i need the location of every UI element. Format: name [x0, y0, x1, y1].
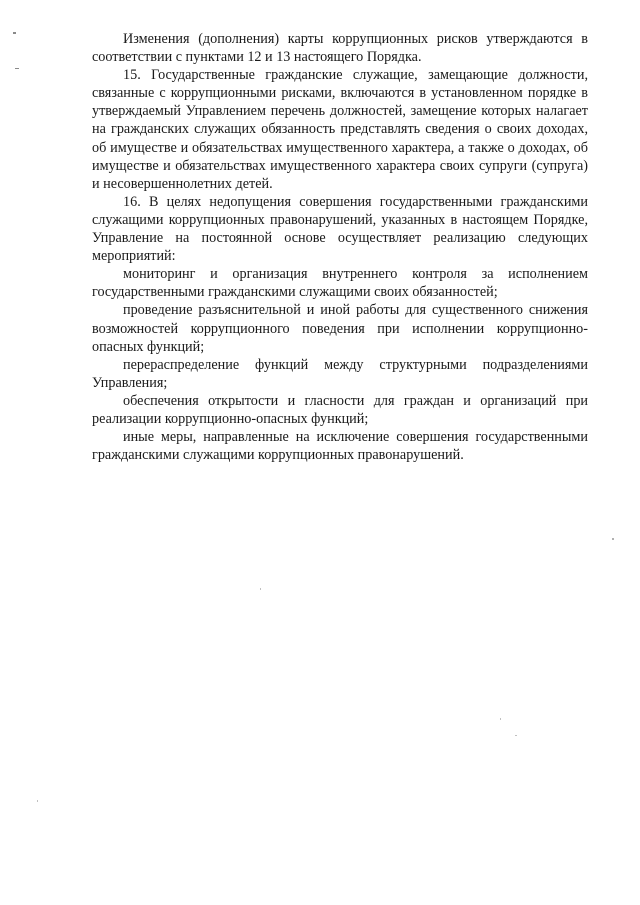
paragraph-15: 15. Государственные гражданские служащие, замещающие должности, связанные с коррупционными рисками, включаются в установленном порядке в утверждаемый Управлением перечень должностей, замещение которых налагает на гражданских служащих обязанность представлять сведения о своих доходах, об имуществе и обязательствах имущественного характера, а также о доходах, об имуществе и обязательствах имущественного характера своих супруги (супруга) и несовершеннолетних детей.: [92, 67, 588, 192]
document-body: [92, 30, 588, 464]
measure-other: иные меры, направленные на исключение совершения государственными гражданскими служащими коррупционных правонарушений.: [92, 429, 588, 464]
scan-artifact: [500, 718, 501, 720]
scan-artifact: [612, 538, 614, 540]
scan-artifact: [515, 735, 517, 736]
measure-openness: обеспечения открытости и гласности для граждан и организаций при реализации коррупционно-опасных функций;: [92, 392, 588, 427]
measure-redistribution: перераспределение функций между структурными подразделениями Управления;: [92, 356, 588, 391]
paragraph-16: 16. В целях недопущения совершения государственными гражданскими служащими коррупционных правонарушений, указанных в настоящем Порядке, Управление на постоянной основе осуществляет реализацию следующих мероприятий:: [92, 193, 588, 265]
scan-artifact: [15, 68, 19, 69]
measure-monitoring: мониторинг и организация внутреннего контроля за исполнением государственными гражданскими служащими своих обязанностей;: [92, 266, 588, 301]
scan-artifact: [37, 800, 38, 802]
paragraph-risk-map-changes: Изменения (дополнения) карты коррупционных рисков утверждаются в соответствии с пунктами 12 и 13 настоящего Порядка.: [92, 31, 588, 66]
scan-artifact: [260, 588, 261, 590]
measure-explanatory-work: проведение разъяснительной и иной работы для существенного снижения возможностей коррупционного поведения при исполнении коррупционно-опасных функций;: [92, 302, 588, 355]
scan-artifact: [13, 32, 16, 34]
